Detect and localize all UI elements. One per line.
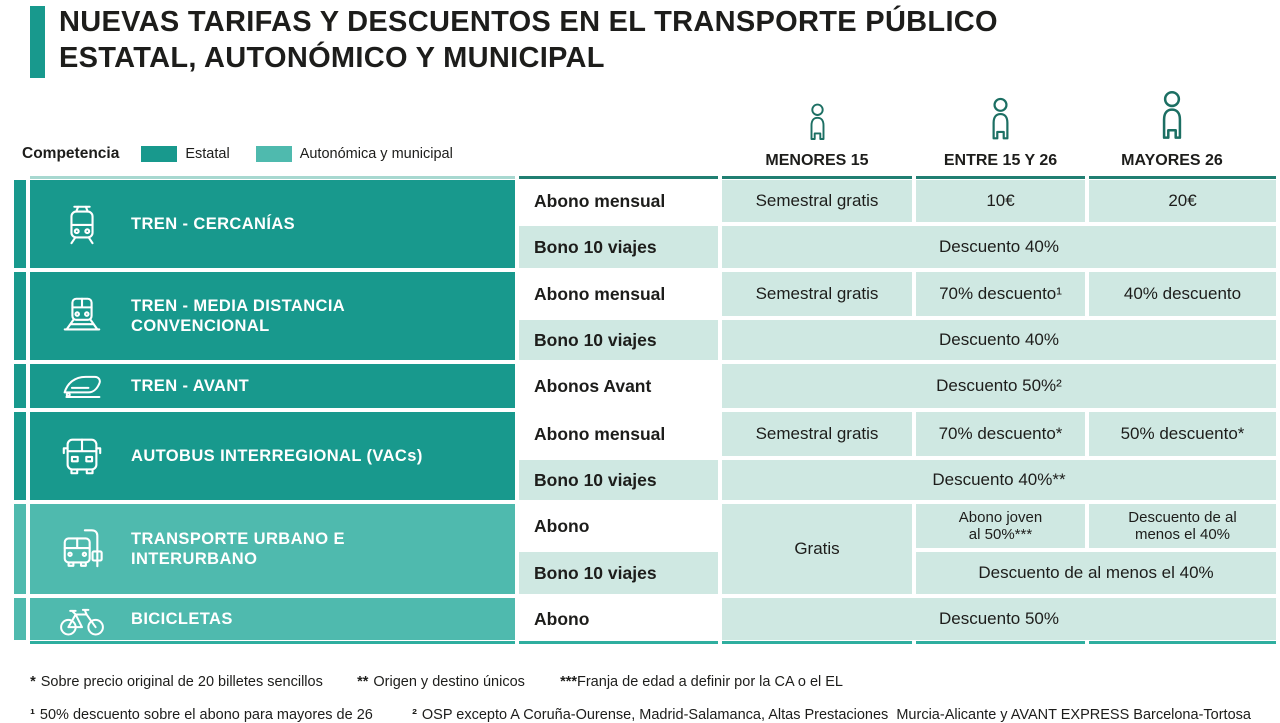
ticket-type-cell: Bono 10 viajes <box>519 226 718 268</box>
value-cell: Descuento de al menos el 40% <box>1089 504 1276 548</box>
bus-urbano-icon <box>58 525 106 573</box>
table-bottom-rule-segment <box>1089 641 1276 644</box>
value-cell-span: Descuento 50% <box>722 598 1276 640</box>
table-bottom-rule-segment <box>30 641 515 644</box>
competencia-bar-estatal <box>14 272 26 360</box>
page-title <box>59 4 998 76</box>
title-accent-bar <box>30 6 45 78</box>
footnote-2: ² OSP excepto A Coruña-Ourense, Madrid-Salamanca, Altas Prestaciones Murcia-Alicante y AVANT EXPRESS Barcelona-Tortosa <box>412 707 1251 723</box>
category-tren-avant <box>30 364 515 408</box>
table-top-rule-segment <box>519 176 718 179</box>
footnote-1: ¹ 50% descuento sobre el abono para mayores de 26 <box>30 707 373 723</box>
table-top-rule-segment <box>722 176 912 179</box>
ticket-type-cell: Abonos Avant <box>519 364 718 408</box>
value-cell: Abono joven al 50%*** <box>916 504 1085 548</box>
value-cell: 20€ <box>1089 180 1276 222</box>
footnote-triple-asterisk: ***Franja de edad a definir por la CA o el EL <box>560 674 843 690</box>
legend-swatch-estatal <box>141 146 177 162</box>
legend-title: Competencia <box>22 145 120 162</box>
value-cell-span: Descuento 40% <box>722 320 1276 360</box>
competencia-bar-estatal <box>14 412 26 500</box>
value-cell: Semestral gratis <box>722 412 912 456</box>
ticket-type-cell: Abono mensual <box>519 180 718 222</box>
table-top-rule-segment <box>916 176 1085 179</box>
age-column-label: MAYORES 26 <box>1121 152 1223 169</box>
table-top-rule-segment <box>1089 176 1276 179</box>
category-autobus-interregional <box>30 412 515 500</box>
train-media-distancia-icon <box>58 292 106 340</box>
legend-label-estatal: Estatal <box>185 146 230 162</box>
legend-label-autonomica: Autonómica y municipal <box>299 146 453 162</box>
age-column-label: ENTRE 15 Y 26 <box>943 152 1058 169</box>
value-cell: 50% descuento* <box>1089 412 1276 456</box>
age-column-mayores-26 <box>1082 88 1262 170</box>
ticket-type-cell: Bono 10 viajes <box>519 320 718 360</box>
value-cell: 70% descuento¹ <box>916 272 1085 316</box>
age-column-label: MENORES 15 <box>765 152 869 169</box>
age-column-menores-15 <box>722 88 912 170</box>
table-bottom-rule-segment <box>722 641 912 644</box>
person-large-icon <box>1153 90 1191 148</box>
page-title-line-2: ESTATAL, AUTONÓMICO Y MUNICIPAL <box>59 42 605 74</box>
table-top-rule-segment <box>30 176 515 179</box>
footnote-double-asterisk: ** Origen y destino únicos <box>357 674 525 690</box>
category-label: TREN - AVANT <box>131 377 250 395</box>
value-cell: 70% descuento* <box>916 412 1085 456</box>
category-label: TRANSPORTE URBANO E INTERURBANO <box>131 530 345 568</box>
table-bottom-rule-segment <box>916 641 1085 644</box>
footnote-asterisk: * Sobre precio original de 20 billetes sencillos <box>30 674 323 690</box>
bicycle-icon <box>58 595 106 643</box>
value-cell-gratis: Gratis <box>722 504 912 594</box>
ticket-type-cell: Abono <box>519 598 718 640</box>
legend-swatch-autonomica <box>256 146 292 162</box>
table-bottom-rule-segment <box>519 641 718 644</box>
tariff-table <box>14 180 1276 640</box>
person-medium-icon <box>984 97 1017 148</box>
category-label: TREN - MEDIA DISTANCIA CONVENCIONAL <box>131 297 346 335</box>
competencia-bar-autonomica <box>14 504 26 594</box>
competencia-bar-estatal <box>14 364 26 408</box>
category-label: BICICLETAS <box>131 610 233 628</box>
bus-interregional-icon <box>58 432 106 480</box>
ticket-type-cell: Abono mensual <box>519 412 718 456</box>
legend <box>22 144 453 164</box>
value-cell-span: Descuento de al menos el 40% <box>916 552 1276 594</box>
category-tren-cercanias <box>30 180 515 268</box>
ticket-type-cell: Bono 10 viajes <box>519 460 718 500</box>
train-avant-icon <box>58 362 106 410</box>
person-small-icon <box>803 103 832 148</box>
value-cell: 10€ <box>916 180 1085 222</box>
train-cercanias-icon <box>58 200 106 248</box>
competencia-bar-estatal <box>14 180 26 268</box>
value-cell-span: Descuento 40% <box>722 226 1276 268</box>
value-cell-span: Descuento 40%** <box>722 460 1276 500</box>
value-cell: Semestral gratis <box>722 272 912 316</box>
competencia-bar-autonomica <box>14 598 26 640</box>
category-label: TREN - CERCANÍAS <box>131 215 296 233</box>
value-cell-span: Descuento 50%² <box>722 364 1276 408</box>
page-title-line-1: NUEVAS TARIFAS Y DESCUENTOS EN EL TRANSPORTE PÚBLICO <box>59 6 998 38</box>
category-bicicletas <box>30 598 515 640</box>
value-cell: 40% descuento <box>1089 272 1276 316</box>
category-tren-media-distancia <box>30 272 515 360</box>
ticket-type-cell: Abono <box>519 504 718 548</box>
category-label: AUTOBUS INTERREGIONAL (VACs) <box>131 447 423 465</box>
category-transporte-urbano <box>30 504 515 594</box>
ticket-type-cell: Abono mensual <box>519 272 718 316</box>
value-cell: Semestral gratis <box>722 180 912 222</box>
age-column-entre-15-26 <box>916 88 1085 170</box>
ticket-type-cell: Bono 10 viajes <box>519 552 718 594</box>
